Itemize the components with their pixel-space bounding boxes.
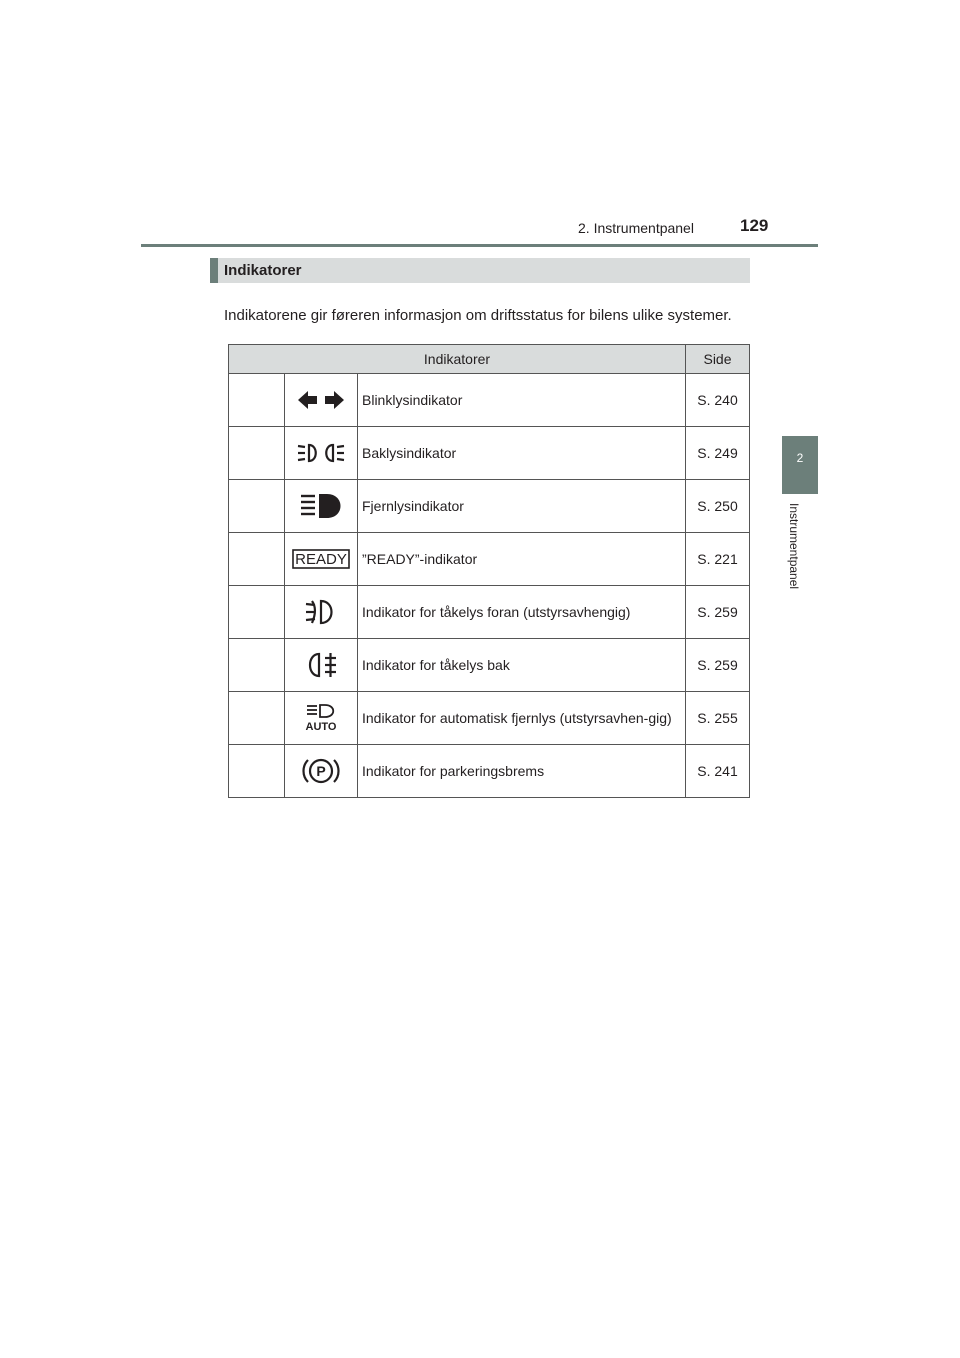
- row-label: Indikator for automatisk fjernlys (utstyrsavhen-gig): [358, 692, 686, 745]
- blank-cell: [229, 745, 285, 798]
- header-indicators: Indikatorer: [229, 345, 686, 374]
- row-page: S. 255: [686, 692, 750, 745]
- row-label: ”READY”-indikator: [358, 533, 686, 586]
- rear-fog-light-icon: [285, 639, 358, 692]
- high-beam-icon: [285, 480, 358, 533]
- blank-cell: [229, 480, 285, 533]
- row-label: Blinklysindikator: [358, 374, 686, 427]
- header-divider: [141, 244, 818, 247]
- table-row: [229, 692, 750, 745]
- table-header-row: [229, 345, 750, 374]
- ready-icon: [285, 533, 358, 586]
- turn-signal-icon: [285, 374, 358, 427]
- parking-brake-icon: [285, 745, 358, 798]
- table-row: [229, 533, 750, 586]
- intro-paragraph: Indikatorene gir føreren informasjon om driftsstatus for bilens ulike systemer.: [224, 307, 732, 324]
- row-page: S. 259: [686, 639, 750, 692]
- table-row: [229, 586, 750, 639]
- chapter-tab-box: [782, 436, 818, 494]
- row-label: Indikator for parkeringsbrems: [358, 745, 686, 798]
- section-heading: 2. Instrumentpanel: [578, 220, 694, 236]
- front-fog-light-icon: [285, 586, 358, 639]
- table-row: [229, 427, 750, 480]
- row-page: S. 250: [686, 480, 750, 533]
- blank-cell: [229, 692, 285, 745]
- table-row: [229, 480, 750, 533]
- chapter-number: 2: [796, 451, 804, 465]
- row-page: S. 240: [686, 374, 750, 427]
- row-label: Fjernlysindikator: [358, 480, 686, 533]
- header-page: Side: [686, 345, 750, 374]
- row-page: S. 221: [686, 533, 750, 586]
- blank-cell: [229, 374, 285, 427]
- blank-cell: [229, 639, 285, 692]
- table-row: [229, 374, 750, 427]
- table-row: [229, 639, 750, 692]
- row-label: Indikator for tåkelys foran (utstyrsavhengig): [358, 586, 686, 639]
- page-number: 129: [740, 216, 769, 235]
- ready-icon-text: READY: [295, 551, 347, 568]
- auto-icon-text: AUTO: [305, 721, 337, 732]
- row-page: S. 241: [686, 745, 750, 798]
- blank-cell: [229, 533, 285, 586]
- blank-cell: [229, 427, 285, 480]
- chapter-label: Instrumentpanel: [787, 503, 801, 590]
- row-label: Indikator for tåkelys bak: [358, 639, 686, 692]
- auto-high-beam-icon: [285, 692, 358, 745]
- tail-light-icon: [285, 427, 358, 480]
- table-row: [229, 745, 750, 798]
- blank-cell: [229, 586, 285, 639]
- section-accent: [210, 258, 218, 283]
- row-page: S. 249: [686, 427, 750, 480]
- indicator-table: [228, 344, 750, 798]
- parking-icon-text: P: [316, 763, 326, 779]
- row-page: S. 259: [686, 586, 750, 639]
- row-label: Baklysindikator: [358, 427, 686, 480]
- section-title: Indikatorer: [224, 262, 302, 279]
